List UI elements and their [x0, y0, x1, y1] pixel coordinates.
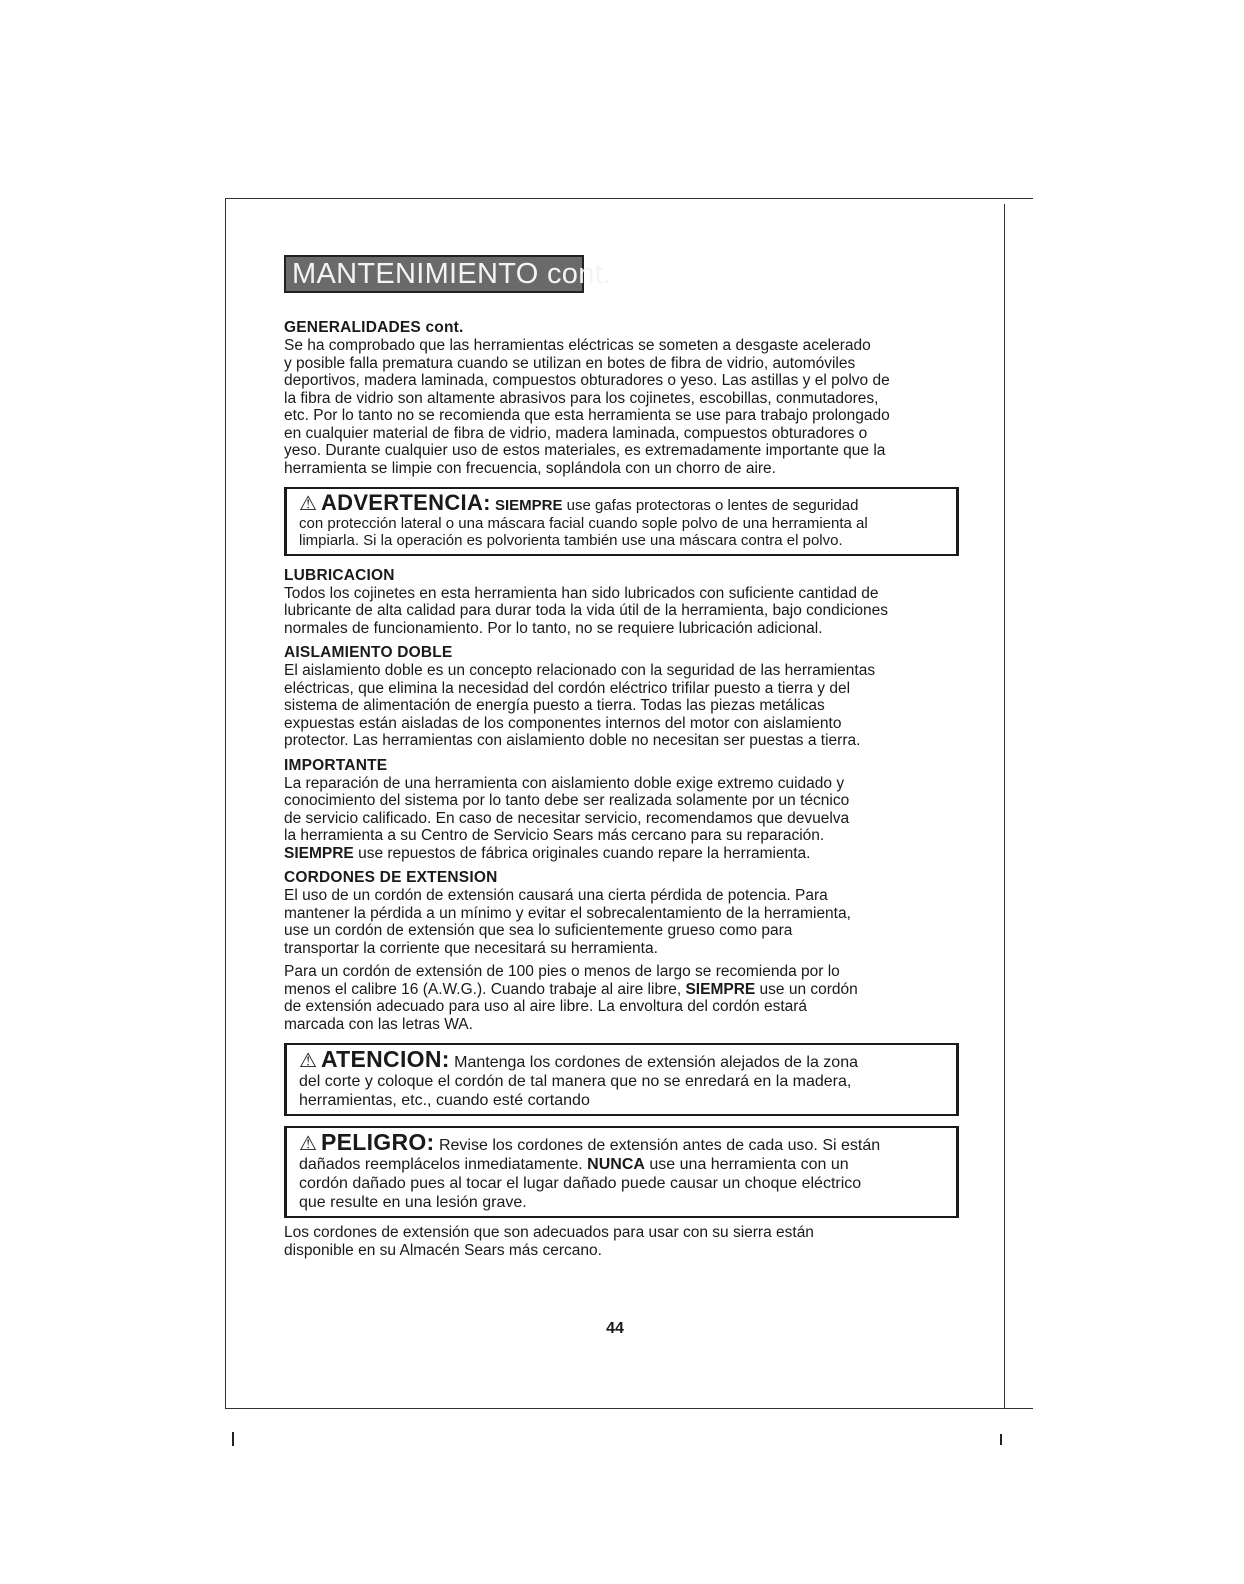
aislamiento-heading: AISLAMIENTO DOBLE	[284, 644, 453, 661]
atencion-line1: Mantenga los cordones de extensión alejados de la zona	[449, 1054, 858, 1071]
cordones-line: transportar la corriente que necesitará su herramienta.	[284, 939, 658, 957]
warning-triangle-icon: ⚠	[299, 493, 317, 515]
generalidades-line: y posible falla prematura cuando se utilizan en botes de fibra de vidrio, automóviles	[284, 354, 856, 372]
generalidades-heading: GENERALIDADES cont.	[284, 319, 464, 336]
generalidades-line: Se ha comprobado que las herramientas eléctricas se someten a desgaste acelerado	[284, 337, 871, 354]
cordones-p2-line2-end: use un cordón	[755, 980, 858, 998]
cordones-p2-line1: Para un cordón de extensión de 100 pies o menos de largo se recomienda por lo	[284, 963, 840, 980]
cordones-p2-bold: SIEMPRE	[685, 980, 756, 998]
aislamiento-line: sistema de alimentación de energía puesto a tierra. Todas las piezas metálicas	[284, 697, 825, 714]
generalidades-line: herramienta se limpie con frecuencia, soplándola con un chorro de aire.	[284, 459, 776, 477]
advertencia-label: ADVERTENCIA:	[320, 490, 491, 515]
peligro-label: PELIGRO:	[320, 1129, 435, 1155]
importante-line: conocimiento del sistema por lo tanto debe ser realizada solamente por un técnico	[284, 792, 850, 809]
importante-bold: SIEMPRE	[284, 844, 354, 862]
cordones-p2-line3: de extensión adecuado para uso al aire libre. La envoltura del cordón estará	[284, 998, 808, 1015]
atencion-line3: herramientas, etc., cuando esté cortando	[299, 1092, 590, 1109]
generalidades-line: yeso. Durante cualquier uso de estos materiales, es extremadamente importante que la	[284, 442, 886, 459]
importante-line: de servicio calificado. En caso de necesitar servicio, recomendamos que devuelva	[284, 809, 850, 827]
advertencia-line1: use gafas protectoras o lentes de seguridad	[562, 497, 859, 514]
cordones-line: El uso de un cordón de extensión causará una cierta pérdida de potencia. Para	[284, 887, 828, 904]
page-frame-right	[1004, 204, 1005, 1408]
closing-line2: disponible en su Almacén Sears más cercano.	[284, 1241, 602, 1259]
peligro-line2-end: use una herramienta con un	[644, 1156, 849, 1173]
atencion-label: ATENCION:	[320, 1046, 450, 1072]
peligro-line1: Revise los cordones de extensión antes de cada uso. Si están	[434, 1137, 881, 1154]
advertencia-box	[284, 487, 959, 556]
aislamiento-line: El aislamiento doble es un concepto relacionado con la seguridad de las herramientas	[284, 662, 876, 679]
peligro-line2-start: dañados reemplácelos inmediatamente.	[299, 1156, 588, 1173]
importante-line: la herramienta a su Centro de Servicio Sears más cercano para su reparación.	[284, 827, 825, 844]
generalidades-line: etc. Por lo tanto no se recomienda que esta herramienta se use para trabajo prolongado	[284, 407, 890, 424]
cordones-p2-line2-start: menos el calibre 16 (A.W.G.). Cuando trabaje al aire libre,	[284, 980, 686, 998]
cordones-heading: CORDONES DE EXTENSION	[284, 869, 498, 886]
generalidades-line: en cualquier material de fibra de vidrio, madera laminada, compuestos obturadores o	[284, 424, 868, 442]
section-banner: MANTENIMIENTO cont.	[284, 255, 584, 293]
page-frame-top	[225, 198, 1033, 199]
warning-triangle-icon: ⚠	[299, 1050, 317, 1072]
lubricacion-line: Todos los cojinetes en esta herramienta han sido lubricados con suficiente cantidad de	[284, 584, 879, 602]
cordones-line: use un cordón de extensión que sea lo suficientemente grueso como para	[284, 922, 793, 939]
page-content	[284, 318, 959, 1259]
aislamiento-line: eléctricas, que elimina la necesidad del cordón eléctrico trifilar puesto a tierra y del	[284, 679, 851, 697]
page-number: 44	[606, 1320, 624, 1337]
warning-triangle-icon: ⚠	[299, 1133, 317, 1155]
aislamiento-line: protector. Las herramientas con aislamiento doble no necesitan ser puestas a tierra.	[284, 732, 861, 749]
lubricacion-line: normales de funcionamiento. Por lo tanto, no se requiere lubricación adicional.	[284, 619, 823, 637]
aislamiento-line: expuestas están aisladas de los componentes internos del motor con aislamiento	[284, 714, 842, 732]
importante-heading: IMPORTANTE	[284, 756, 388, 774]
advertencia-bold: SIEMPRE	[494, 497, 563, 514]
importante-last-line: use repuestos de fábrica originales cuando repare la herramienta.	[353, 844, 811, 862]
crop-mark-right	[1000, 1434, 1002, 1445]
lubricacion-heading: LUBRICACION	[284, 566, 395, 584]
advertencia-line2: con protección lateral o una máscara facial cuando sople polvo de una herramienta al	[299, 514, 868, 532]
peligro-bold: NUNCA	[587, 1156, 645, 1173]
peligro-line4: que resulte en una lesión grave.	[299, 1194, 527, 1211]
importante-line: La reparación de una herramienta con aislamiento doble exige extremo cuidado y	[284, 774, 845, 792]
cordones-line: mantener la pérdida a un mínimo y evitar el sobrecalentamiento de la herramienta,	[284, 904, 851, 922]
peligro-line3: cordón dañado pues al tocar el lugar dañado puede causar un choque eléctrico	[299, 1175, 862, 1192]
generalidades-line: la fibra de vidrio son altamente abrasivos para los cojinetes, escobillas, conmutadores,	[284, 389, 879, 407]
closing-line1: Los cordones de extensión que son adecuados para usar con su sierra están	[284, 1224, 814, 1241]
generalidades-line: deportivos, madera laminada, compuestos obturadores o yeso. Las astillas y el polvo de	[284, 372, 890, 389]
cordones-p2-line4: marcada con las letras WA.	[284, 1015, 473, 1033]
page-frame-bottom	[225, 1408, 1033, 1409]
lubricacion-line: lubricante de alta calidad para durar toda la vida útil de la herramienta, bajo condiciones	[284, 602, 889, 619]
page-frame-left	[225, 198, 226, 1408]
atencion-box	[284, 1043, 959, 1116]
crop-mark-left	[232, 1432, 234, 1446]
peligro-box	[284, 1126, 959, 1218]
atencion-line2: del corte y coloque el cordón de tal manera que no se enredará en la madera,	[299, 1073, 852, 1090]
advertencia-line3: limpiarla. Si la operación es polvorienta también use una máscara contra el polvo.	[299, 532, 843, 549]
